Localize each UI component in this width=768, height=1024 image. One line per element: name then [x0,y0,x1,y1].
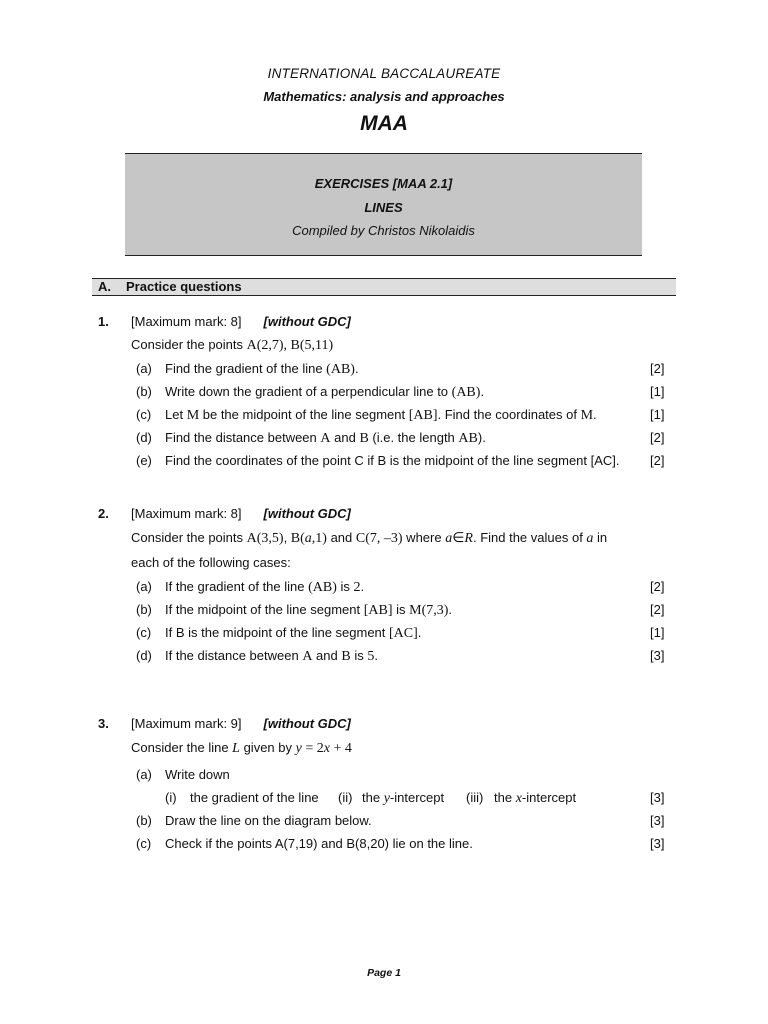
math-run: AB [458,431,478,446]
section-bar [92,278,676,296]
math-run: (AB) [326,362,355,377]
math-run: (AB) [308,580,337,595]
part-text [165,813,372,828]
max-mark: [Maximum mark: 8] [131,506,242,521]
math-variable: a [445,531,453,546]
part-label: (d) [136,430,152,445]
section-title: Practice questions [126,279,242,294]
text-run: (i.e. the length [368,430,459,445]
part-label: (c) [136,407,152,422]
gdc-note: [without GDC] [263,506,351,521]
part-label: (c) [136,836,152,851]
text-run: Let [165,407,187,422]
text-run: Consider the line [131,740,233,755]
gdc-note: [without GDC] [263,716,351,731]
gdc-note: [without GDC] [263,314,351,329]
text-run: . [354,361,359,376]
part-mark: [3] [650,790,665,805]
math-run: ∈ [452,531,465,546]
part-text [165,407,597,424]
math-variable: y [383,791,390,806]
exercises-title: EXERCISES [MAA 2.1] [314,176,453,191]
math-variable: x [515,791,522,806]
part-mark: [3] [650,836,665,851]
question-number: 2. [98,506,109,521]
text-run: and [330,430,360,445]
text-run: and [326,530,356,545]
text-run: Check if the points A(7,19) and B(8,20) lie on the line. [165,836,473,851]
max-mark: [Maximum mark: 9] [131,716,242,731]
text-run: Consider the points [131,530,247,545]
text-run: . [374,648,378,663]
text-run: -intercept [521,790,577,805]
author-line: Compiled by Christos Nikolaidis [292,223,475,238]
subpart-text [362,790,444,807]
part-mark: [1] [650,384,665,399]
text-run: . [593,407,597,422]
subpart-label: (i) [165,790,177,805]
math-run: M [186,408,200,423]
section-letter: A. [98,279,111,294]
question-number: 1. [98,314,109,329]
text-run: is [350,648,368,663]
part-label: (c) [136,625,152,640]
part-label: (e) [136,453,152,468]
text-run: . Find the coordinates of [437,407,581,422]
math-run: M(7,3) [409,603,449,618]
subpart-text [494,790,576,807]
part-text [165,453,620,468]
question-number: 3. [98,716,109,731]
part-text [165,361,359,378]
part-text [165,384,484,401]
text-run: Draw the line on the diagram below. [165,813,372,828]
intro-math: A(2,7), B(5,11) [246,338,334,353]
text-run: If the distance between [165,648,303,663]
max-mark: [Maximum mark: 8] [131,314,242,329]
question-intro [131,740,352,757]
part-mark: [2] [650,361,665,376]
math-run: B [341,649,351,664]
part-label: (a) [136,361,152,376]
text-run: be the midpoint of the line segment [199,407,409,422]
question-header [131,506,351,521]
math-variable: a [304,531,312,546]
header-org: INTERNATIONAL BACCALAUREATE [267,66,501,81]
text-run: . [480,384,485,399]
text-run: Find the distance between [165,430,321,445]
text-run: in [593,530,608,545]
math-run: (AB) [451,385,481,400]
text-run: Find the coordinates of the point C if B is the midpoint of the line segment [AC]. [165,453,620,468]
part-mark: [2] [650,430,665,445]
math-run: [AB] [408,408,438,423]
math-run: 2 [353,580,361,595]
text-run: is [336,579,354,594]
math-run: 5 [367,649,375,664]
part-mark: [2] [650,602,665,617]
subpart-label: (ii) [338,790,353,805]
part-mark: [3] [650,813,665,828]
math-run: A(3,5) [246,531,284,546]
math-run: ,1) [311,531,327,546]
subpart-label: (iii) [466,790,484,805]
math-run: [AB] [363,603,393,618]
question-intro [131,530,636,547]
part-mark: [1] [650,407,665,422]
text-run: . [448,602,453,617]
math-variable: L [232,741,240,756]
math-run: M [580,408,594,423]
part-label: (b) [136,602,152,617]
text-run: If the midpoint of the line segment [165,602,364,617]
part-mark: [2] [650,579,665,594]
text-run: . Find the values of [472,530,587,545]
question-intro-cont: each of the following cases: [131,555,291,570]
text-run: If B is the midpoint of the line segment [165,625,390,640]
math-run: C(7, –3) [355,531,403,546]
question-header [131,716,351,731]
math-variable: x [323,741,330,756]
text-run: Write down the gradient of a perpendicular line to [165,384,452,399]
math-variable: R [464,531,473,546]
math-run: A [320,431,331,446]
part-text [165,625,421,642]
intro-text: Consider the points [131,337,247,352]
header-code: MAA [360,112,408,135]
part-label: (b) [136,384,152,399]
part-mark: [2] [650,453,665,468]
part-text [165,767,230,782]
title-box [125,153,642,256]
text-run: Write down [165,767,230,782]
part-mark: [1] [650,625,665,640]
text-run: the gradient of the line [190,790,319,805]
text-run: and [312,648,342,663]
question-intro [131,337,333,354]
text-run: Find the gradient of the line [165,361,327,376]
header-course: Mathematics: analysis and approaches [263,89,505,104]
math-run: B( [290,531,305,546]
text-run: the [362,790,384,805]
question-header [131,314,351,329]
part-text [165,579,364,596]
page-number: Page 1 [367,967,401,979]
part-label: (d) [136,648,152,663]
math-run: + 4 [329,741,352,756]
math-variable: y [295,741,302,756]
part-mark: [3] [650,648,665,663]
text-run: -intercept [389,790,445,805]
topic-title: LINES [364,200,403,215]
text-run: , [283,530,291,545]
part-label: (b) [136,813,152,828]
math-run: = 2 [301,741,324,756]
math-run: A [302,649,313,664]
text-run: . [417,625,422,640]
part-label: (a) [136,579,152,594]
text-run: . [360,579,365,594]
part-label: (a) [136,767,152,782]
math-run: B [359,431,369,446]
part-text [165,648,378,665]
part-text [165,430,486,447]
text-run: ). [477,430,486,445]
text-run: where [402,530,446,545]
math-run: [AC] [389,626,418,641]
text-run: given by [239,740,296,755]
part-text [165,602,452,619]
text-run: If the gradient of the line [165,579,309,594]
math-variable: a [586,531,594,546]
subpart-text [190,790,319,805]
part-text [165,836,473,851]
text-run: is [392,602,410,617]
text-run: the [494,790,516,805]
